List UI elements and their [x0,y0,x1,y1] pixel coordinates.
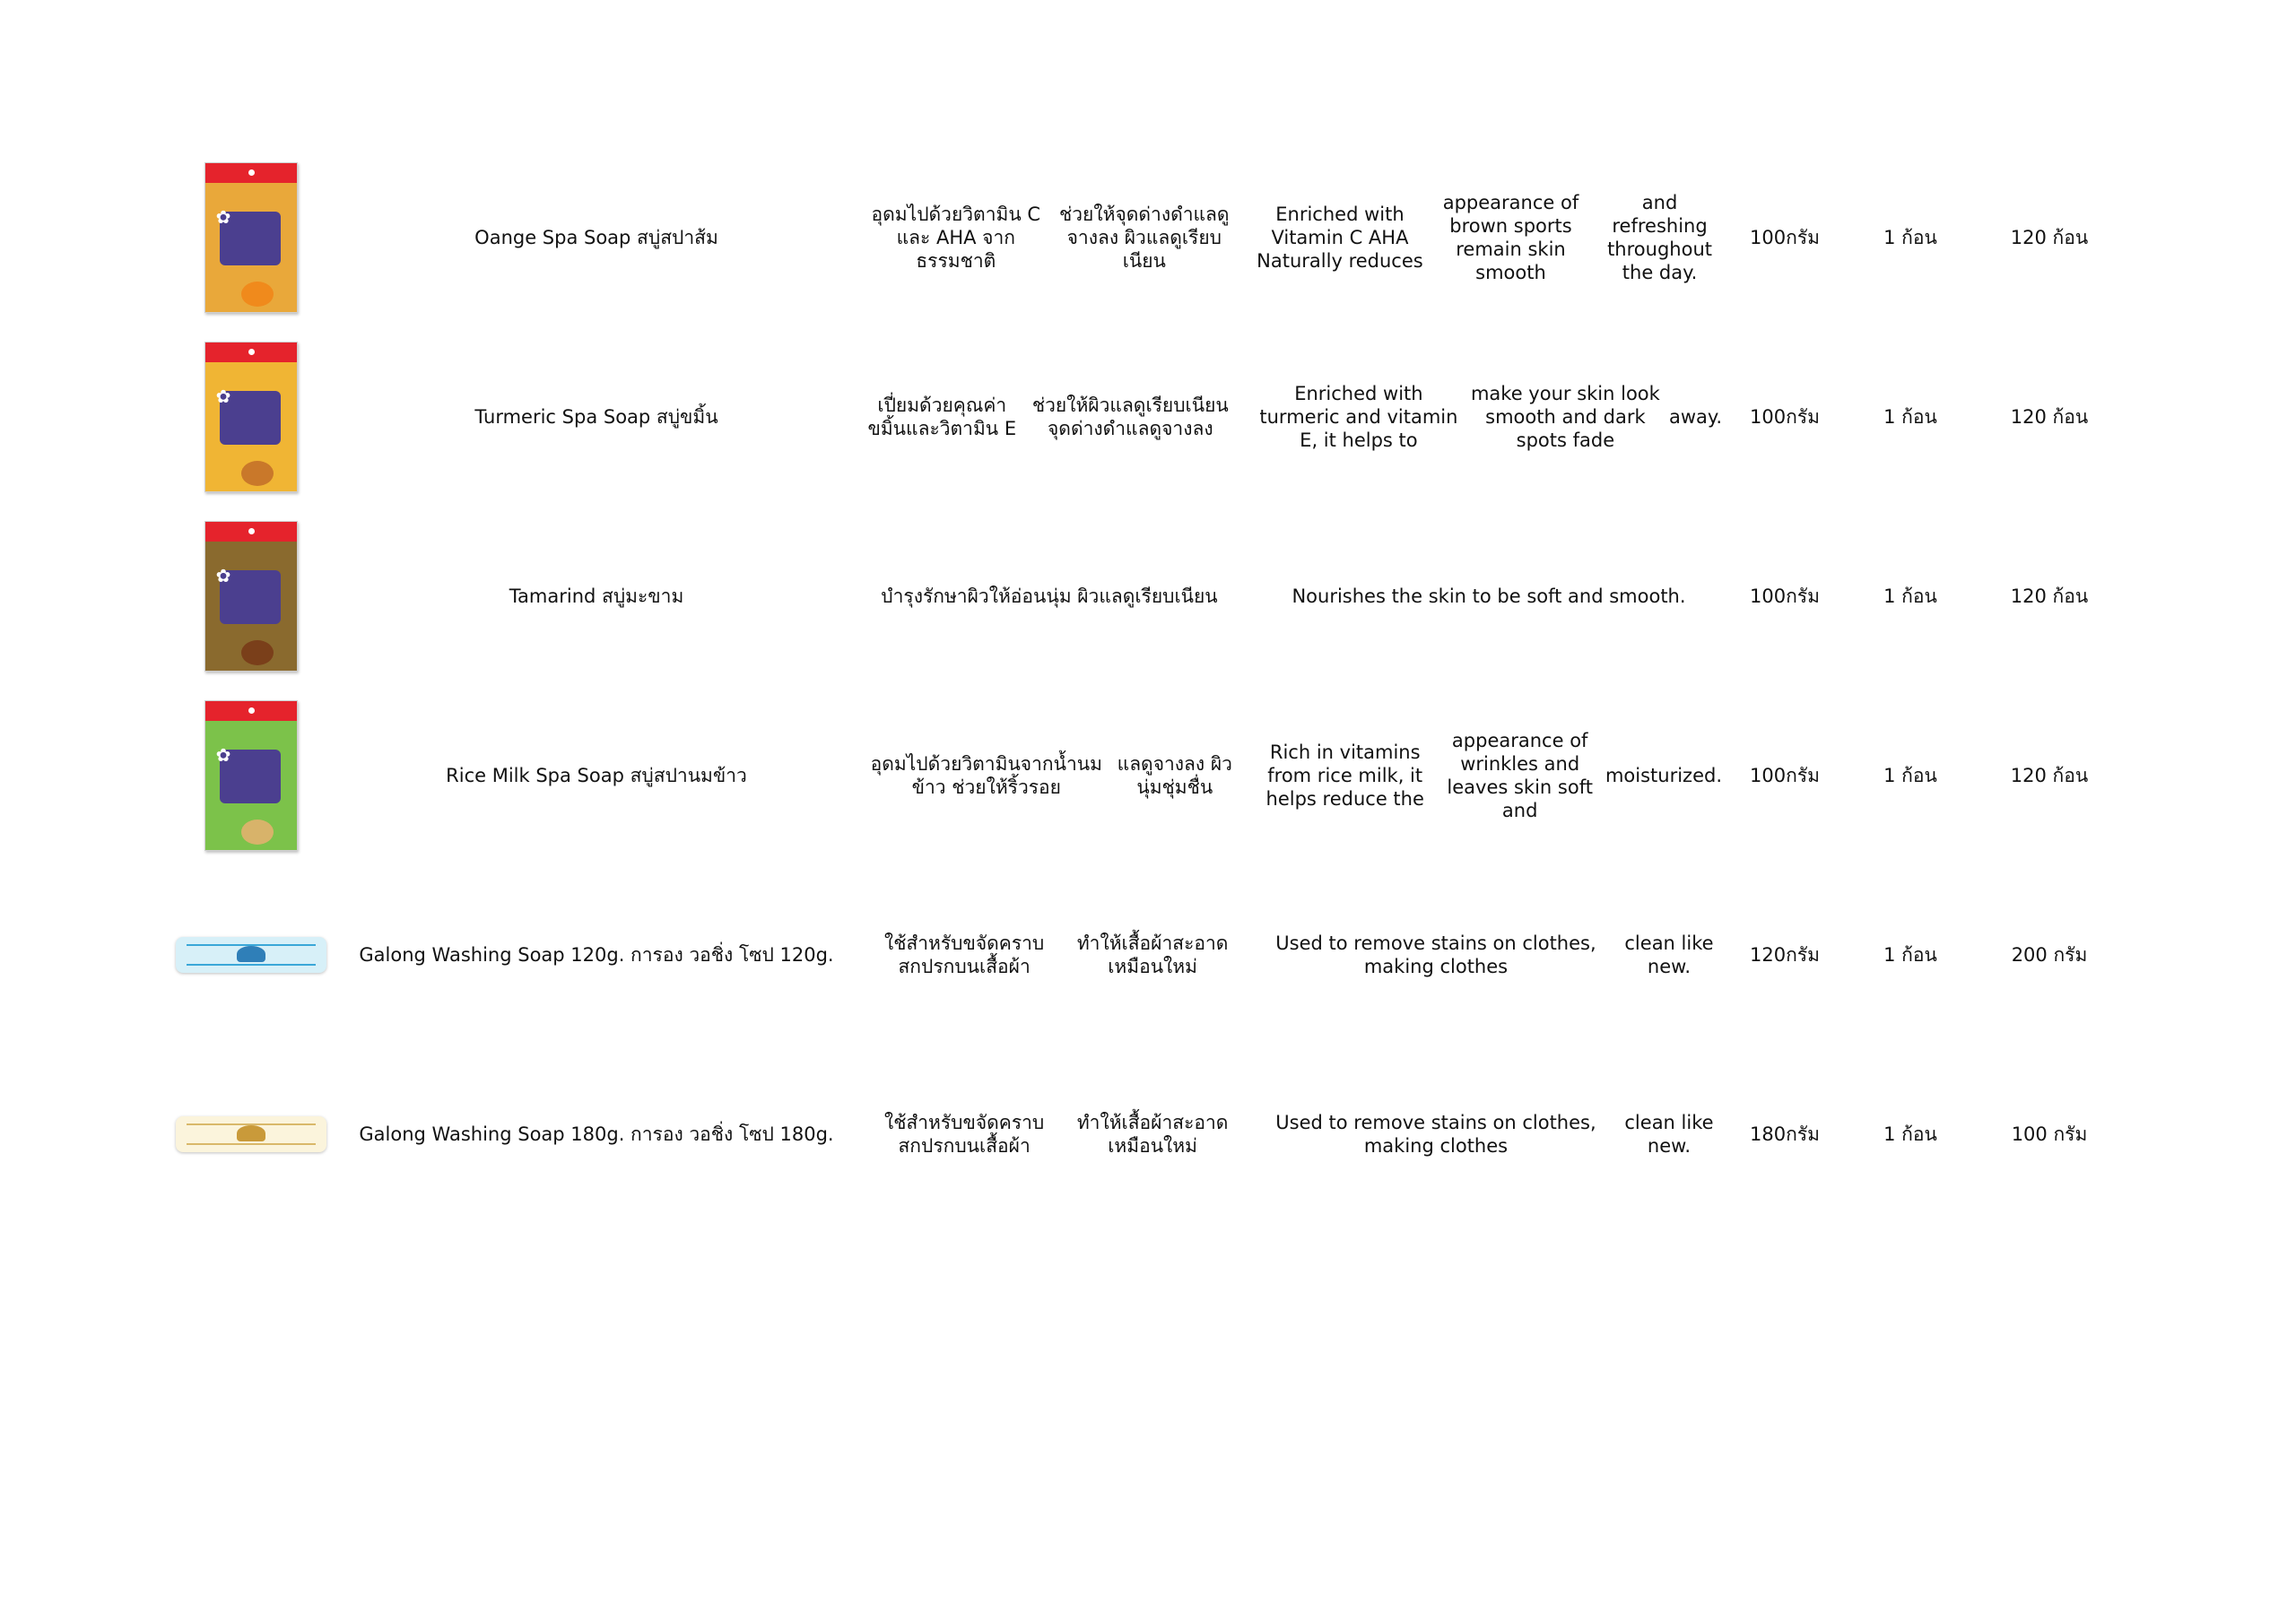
table-row [0,686,2296,865]
product-image-cell [152,148,350,327]
product-quantity: 120 ก้อน [2010,406,2089,428]
english-description-line: Rich in vitamins from rice milk, it helps reduce the [1265,742,1424,810]
english-description-line: make your skin look smooth and dark spots fade [1470,383,1660,451]
product-name: Rice Milk Spa Soap สบู่สปานมข้าว [446,765,747,786]
thai-description-line: เปี่ยมด้วยคุณค่าขมิ้นและวิตามิน E [867,395,1017,439]
thai-description [861,327,1238,507]
product-unit: 1 ก้อน [1883,1123,1937,1145]
product-image-cell [152,1045,350,1224]
product-unit: 1 ก้อน [1883,765,1937,786]
product-weight: 120กรัม [1750,944,1820,966]
english-description-line: away. [1668,406,1722,428]
english-description [1256,1045,1722,1224]
product-name: Tamarind สบู่มะขาม [509,585,684,607]
product-name: Galong Washing Soap 180g. การอง วอชิ่ง โซป 180g. [359,1123,834,1145]
washing-soap-bar-blue-icon [176,937,326,973]
product-unit: 1 ก้อน [1883,944,1937,966]
table-row [0,507,2296,686]
rice-milk-spa-soap-pouch-icon: ✿ [204,700,298,851]
product-image-cell [152,686,350,865]
english-description [1256,686,1722,865]
thai-description [861,507,1238,686]
turmeric-spa-soap-pouch-icon: ✿ [204,342,298,492]
thai-description-line: บำรุงรักษาผิวให้อ่อนนุ่ม ผิวแลดูเรียบเนียน [881,585,1218,607]
table-row [0,1045,2296,1224]
product-image-cell [152,327,350,507]
thai-description-line: ทำให้เสื้อผ้าสะอาดเหมือนใหม่ [1076,932,1229,977]
thai-description-line: ใช้สำหรับขจัดคราบสกปรกบนเสื้อผ้า [883,1112,1045,1157]
thai-description-line: อุดมไปด้วยวิตามินจากน้ำนมข้าว ช่วยให้ริ้วรอย [870,753,1102,798]
table-row [0,148,2296,327]
product-quantity: 100 กรัม [2011,1123,2088,1145]
product-quantity: 200 กรัม [2011,944,2088,966]
english-description-line: clean like new. [1624,1112,1714,1157]
product-weight: 100กรัม [1750,765,1820,786]
product-quantity: 120 ก้อน [2010,585,2089,607]
product-weight: 180กรัม [1750,1123,1820,1145]
english-description-line: clean like new. [1624,932,1714,977]
english-description-line: Enriched with Vitamin C AHA Naturally reduces [1257,204,1423,272]
english-description [1256,148,1722,327]
product-unit: 1 ก้อน [1883,227,1937,248]
thai-description [861,148,1238,327]
thai-description [861,1045,1238,1224]
english-description-line: Used to remove stains on clothes, making clothes [1275,932,1596,977]
english-description [1256,865,1722,1045]
english-description-line: Used to remove stains on clothes, making clothes [1275,1112,1596,1157]
product-image-cell [152,507,350,686]
product-name: Oange Spa Soap สบู่สปาส้ม [474,227,718,248]
tamarind-spa-soap-pouch-icon: ✿ [204,521,298,672]
product-name: Turmeric Spa Soap สบู่ขมิ้น [474,406,718,428]
product-name: Galong Washing Soap 120g. การอง วอชิ่ง โซป 120g. [359,944,834,966]
table-row [0,327,2296,507]
thai-description [861,865,1238,1045]
product-image-cell [152,865,350,1045]
english-description [1256,327,1722,507]
english-description-line: Nourishes the skin to be soft and smooth. [1292,585,1686,607]
orange-spa-soap-pouch-icon: ✿ [204,162,298,313]
product-unit: 1 ก้อน [1883,585,1937,607]
product-quantity: 120 ก้อน [2010,227,2089,248]
thai-description-line: อุดมไปด้วยวิตามิน C และ AHA จากธรรมชาติ [871,204,1041,272]
thai-description-line: ช่วยให้ผิวแลดูเรียบเนียน จุดด่างดำแลดูจางลง [1031,395,1229,439]
thai-description [861,686,1238,865]
english-description-line: Enriched with turmeric and vitamin E, it helps to [1259,383,1458,451]
product-weight: 100กรัม [1750,585,1820,607]
product-quantity: 120 ก้อน [2010,765,2089,786]
english-description-line: moisturized. [1605,765,1722,786]
product-weight: 100กรัม [1750,227,1820,248]
product-weight: 100กรัม [1750,406,1820,428]
product-unit: 1 ก้อน [1883,406,1937,428]
thai-description-line: ช่วยให้จุดด่างดำแลดูจางลง ผิวแลดูเรียบเนียน [1059,204,1230,272]
washing-soap-bar-cream-icon [176,1116,326,1152]
table-row [0,865,2296,1045]
english-description-line: and refreshing throughout the day. [1607,192,1712,283]
english-description-line: appearance of wrinkles and leaves skin soft and [1447,730,1593,821]
english-description [1256,507,1722,686]
thai-description-line: ทำให้เสื้อผ้าสะอาดเหมือนใหม่ [1076,1112,1229,1157]
thai-description-line: ใช้สำหรับขจัดคราบสกปรกบนเสื้อผ้า [883,932,1045,977]
thai-description-line: แลดูจางลง ผิวนุ่มชุ่มชื่น [1117,753,1232,798]
english-description-line: appearance of brown sports remain skin smooth [1442,192,1579,283]
